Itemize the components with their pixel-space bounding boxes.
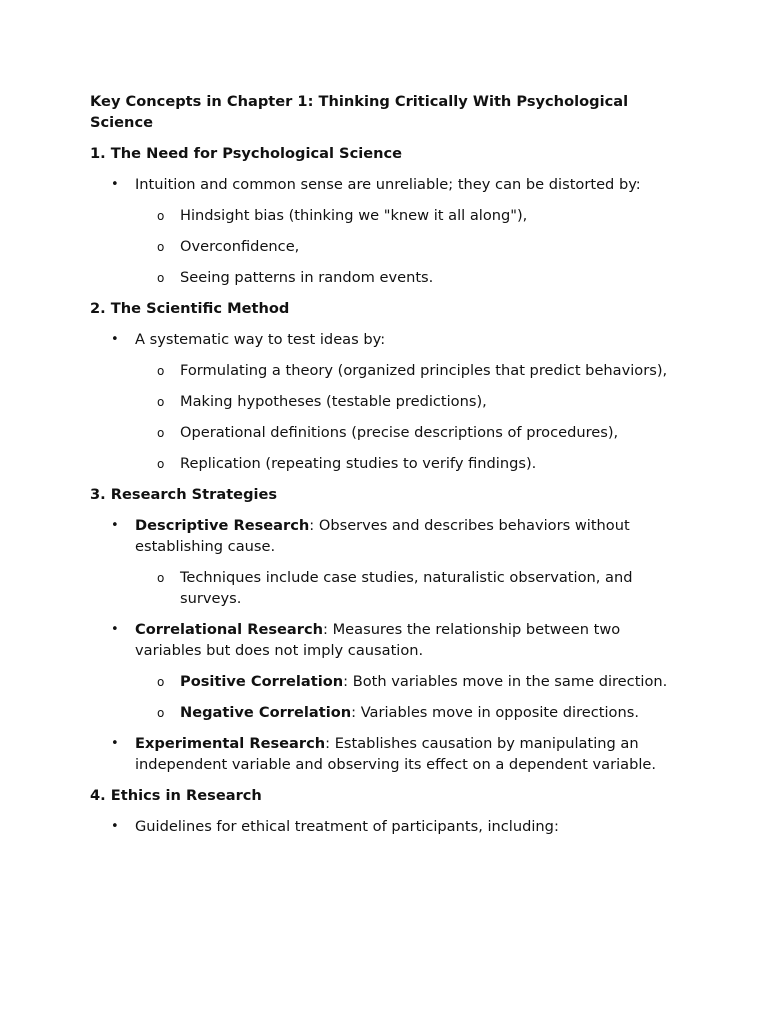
list-item [90,174,678,288]
sub-bullet-icon: o [157,364,165,378]
term-descriptive-research: Descriptive Research [135,517,310,534]
sub-item-text: : Both variables move in the same direction. [343,673,668,690]
sub-list-item [135,360,678,381]
sub-item-text: Formulating a theory (organized principles that predict behaviors), [180,362,668,379]
sub-bullet-icon: o [157,271,165,285]
item-text: : Observes and describes behaviors without establishing cause. [135,517,630,555]
section-heading: 2. The Scientific Method [90,300,290,317]
list-item [90,816,678,837]
sub-list-item [135,422,678,443]
sub-list-item [135,205,678,226]
sub-item-text: Making hypotheses (testable predictions), [180,393,487,410]
sub-list-item [135,236,678,257]
sub-item-text: Hindsight bias (thinking we "knew it all along"), [180,207,528,224]
sub-bullet-icon: o [157,209,165,223]
sub-bullet-icon: o [157,571,165,585]
bullet-icon: • [111,622,119,637]
bullet-icon: • [111,177,119,192]
bullet-list [90,174,678,288]
sub-bullet-list [135,671,678,723]
sub-item-text: Replication (repeating studies to verify findings). [180,455,537,472]
term-positive-correlation: Positive Correlation [180,673,344,690]
sub-list-item [135,671,678,692]
item-text: : Establishes causation by manipulating an independent variable and observing its effect on a dependent variable. [135,735,657,773]
item-text: Guidelines for ethical treatment of participants, including: [135,818,559,835]
term-negative-correlation: Negative Correlation [180,704,352,721]
sub-list-item [135,567,678,609]
sub-bullet-list [135,360,678,474]
list-item [90,329,678,474]
sub-item-text: Seeing patterns in random events. [180,269,434,286]
list-item [90,515,678,609]
term-experimental-research: Experimental Research [135,735,326,752]
list-item [90,619,678,723]
bullet-list [90,816,678,837]
sub-list-item [135,453,678,474]
list-item [90,733,678,775]
sub-bullet-icon: o [157,395,165,409]
item-text: A systematic way to test ideas by: [135,331,386,348]
sub-item-text: : Variables move in opposite directions. [351,704,639,721]
sub-item-text: Overconfidence, [180,238,300,255]
bullet-icon: • [111,819,119,834]
section-research-strategies [90,484,678,775]
document-title: Key Concepts in Chapter 1: Thinking Critically With Psychological Science [90,93,629,131]
term-correlational-research: Correlational Research [135,621,324,638]
bullet-icon: • [111,736,119,751]
bullet-icon: • [111,518,119,533]
sub-bullet-icon: o [157,706,165,720]
sub-list-item [135,267,678,288]
bullet-list [90,329,678,474]
bullet-icon: • [111,332,119,347]
sub-list-item [135,702,678,723]
section-need-for-psych-science [90,143,678,288]
section-ethics-in-research [90,785,678,837]
item-text: : Measures the relationship between two variables but does not imply causation. [135,621,621,659]
bullet-list [90,515,678,775]
section-scientific-method [90,298,678,474]
sub-item-text: Operational definitions (precise descriptions of procedures), [180,424,619,441]
section-heading: 3. Research Strategies [90,486,278,503]
sub-bullet-list [135,567,678,609]
section-heading: 4. Ethics in Research [90,787,262,804]
sub-bullet-icon: o [157,675,165,689]
sub-bullet-icon: o [157,457,165,471]
sub-bullet-list [135,205,678,288]
section-heading: 1. The Need for Psychological Science [90,145,403,162]
sub-bullet-icon: o [157,240,165,254]
item-text: Intuition and common sense are unreliable; they can be distorted by: [135,176,641,193]
sub-item-text: Techniques include case studies, naturalistic observation, and surveys. [180,569,633,607]
sub-bullet-icon: o [157,426,165,440]
sub-list-item [135,391,678,412]
